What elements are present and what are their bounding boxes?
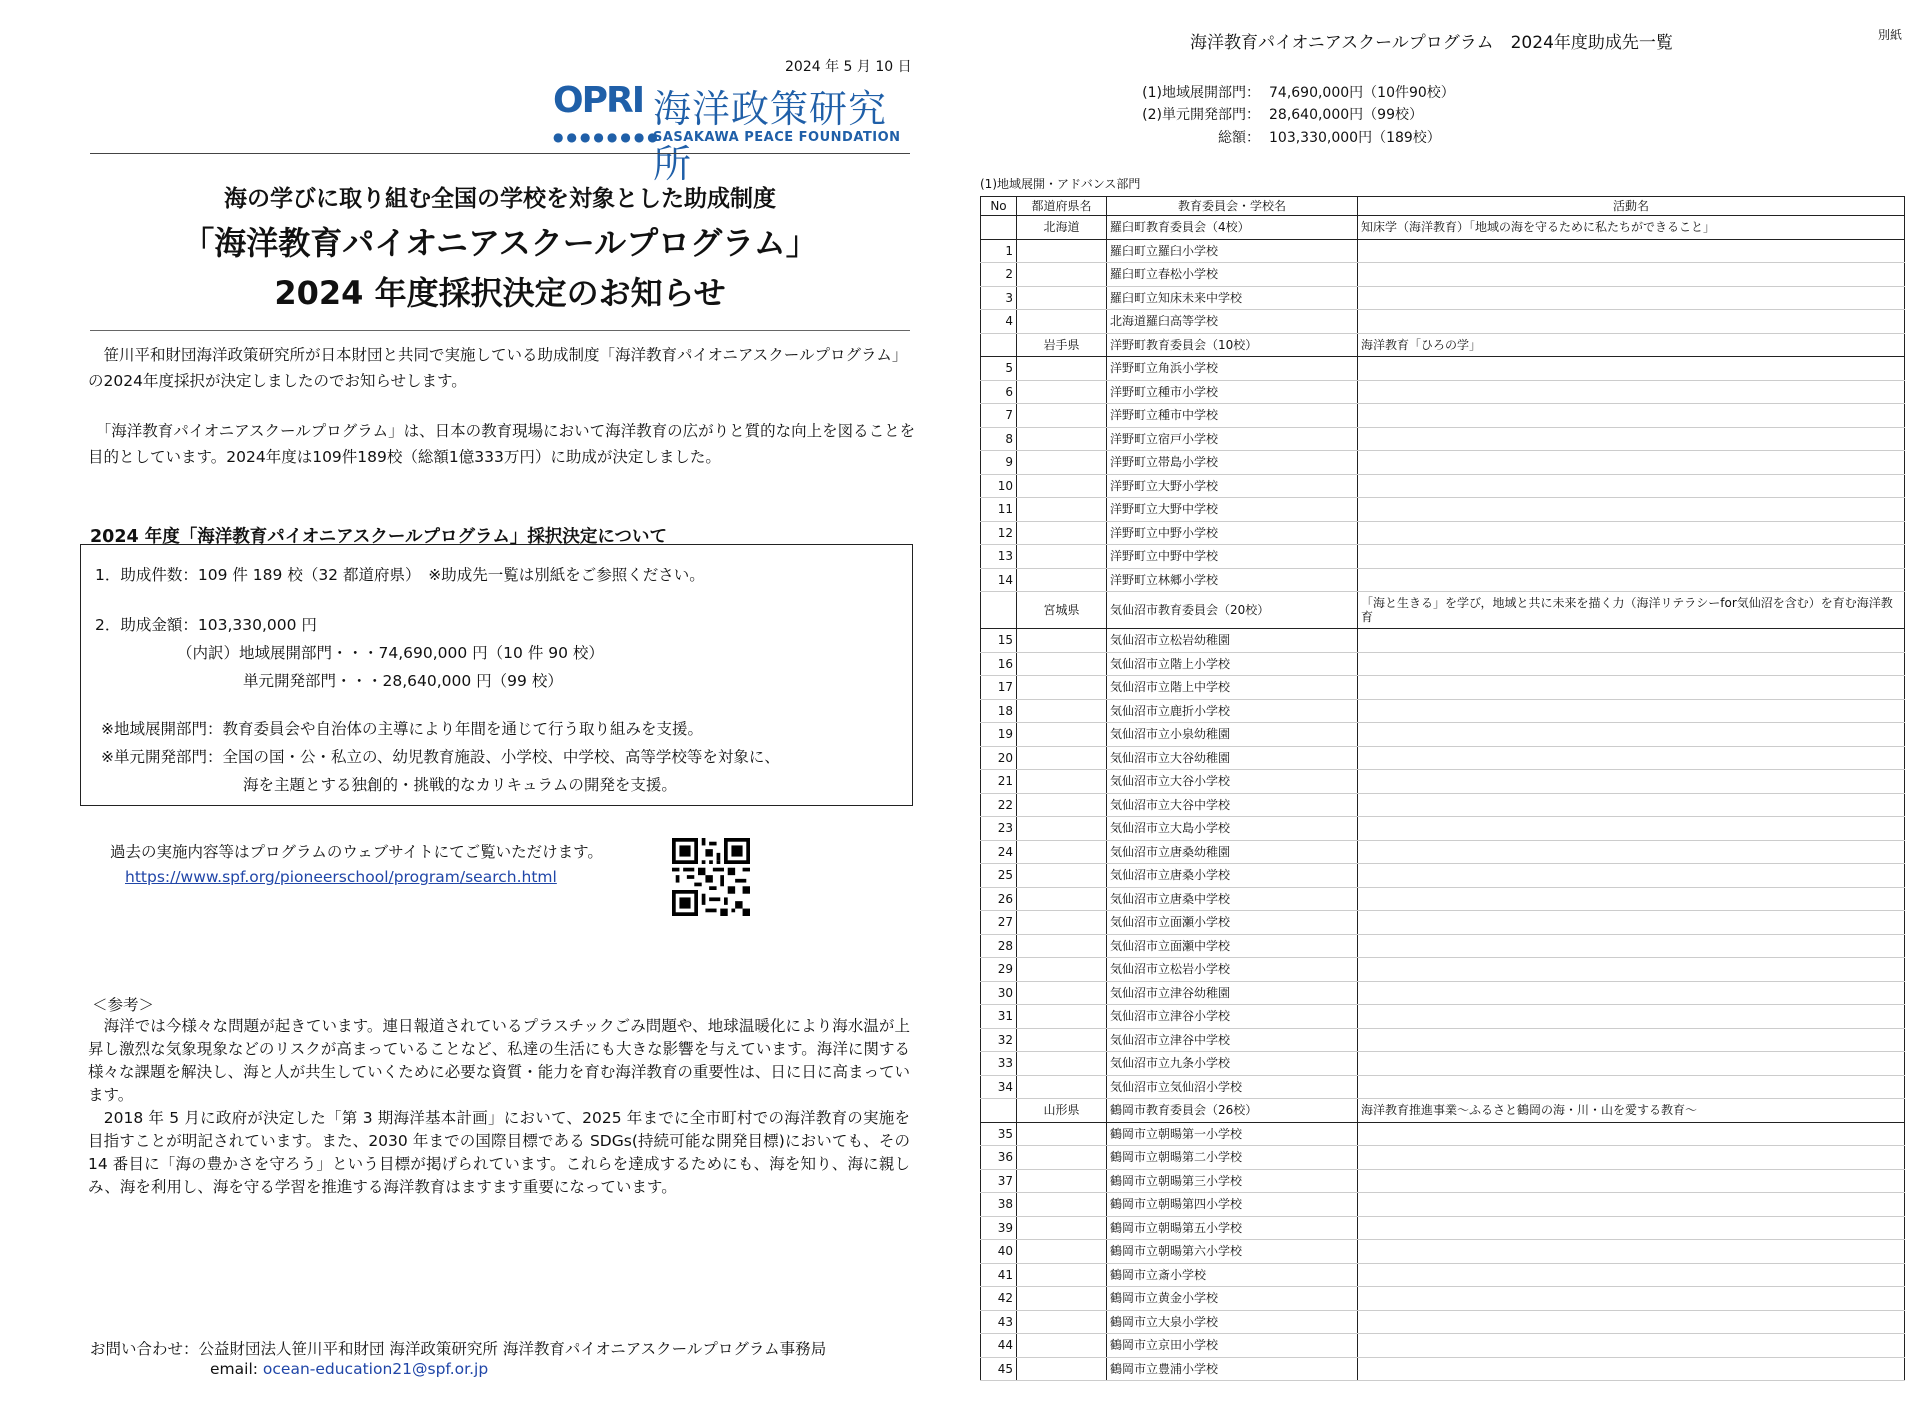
row-prefecture [1017,357,1107,381]
row-no: 5 [981,357,1017,381]
row-prefecture [1017,1310,1107,1334]
row-no: 35 [981,1122,1017,1146]
logo-dots: ●●●●●●●● [553,130,661,144]
row-school: 洋野町立中野小学校 [1107,521,1358,545]
row-activity [1358,1005,1905,1029]
row-prefecture [1017,545,1107,569]
row-school: 気仙沼市立階上小学校 [1107,652,1358,676]
row-prefecture [1017,310,1107,334]
row-prefecture [1017,699,1107,723]
row-school: 鶴岡市立京田小学校 [1107,1334,1358,1358]
row-no: 7 [981,404,1017,428]
row-school: 鶴岡市立朝暘第二小学校 [1107,1146,1358,1170]
row-prefecture [1017,263,1107,287]
row-activity [1358,380,1905,404]
row-no: 18 [981,699,1017,723]
row-prefecture [1017,1075,1107,1099]
row-activity [1358,451,1905,475]
row-prefecture [1017,451,1107,475]
row-school: 気仙沼市立大谷小学校 [1107,770,1358,794]
row-no [981,1099,1017,1123]
row-activity [1358,404,1905,428]
note-regional: ※地域展開部門：教育委員会や自治体の主導により年間を通じて行う取り組みを支援。 [101,720,703,738]
row-no: 36 [981,1146,1017,1170]
table-row [981,958,1905,982]
row-activity [1358,746,1905,770]
row-no: 45 [981,1357,1017,1381]
table-row [981,911,1905,935]
table-row [981,629,1905,653]
row-activity [1358,545,1905,569]
row-prefecture: 北海道 [1017,216,1107,240]
row-school: 気仙沼市立面瀬小学校 [1107,911,1358,935]
row-prefecture [1017,629,1107,653]
row-no: 26 [981,887,1017,911]
row-activity [1358,864,1905,888]
row-activity [1358,1122,1905,1146]
row-prefecture [1017,1287,1107,1311]
row-no: 42 [981,1287,1017,1311]
row-school: 洋野町立角浜小学校 [1107,357,1358,381]
row-no: 11 [981,498,1017,522]
row-prefecture [1017,568,1107,592]
table-row [981,652,1905,676]
purpose-paragraph: 「海洋教育パイオニアスクールプログラム」は、日本の教育現場において海洋教育の広がりと質的な向上を図ることを目的としています。2024年度は109件189校（総額1億333万円）に助成が決定しました。 [88,422,916,466]
row-school: 気仙沼市立唐桑小学校 [1107,864,1358,888]
row-prefecture [1017,652,1107,676]
row-activity [1358,911,1905,935]
table-row [981,239,1905,263]
row-prefecture [1017,770,1107,794]
row-school: 気仙沼市立大谷幼稚園 [1107,746,1358,770]
qr-code-icon[interactable] [672,838,750,916]
row-prefecture [1017,521,1107,545]
table-row [981,1287,1905,1311]
row-school: 洋野町立宿戸小学校 [1107,427,1358,451]
table-row [981,1334,1905,1358]
col-no: No [981,197,1017,216]
row-activity [1358,723,1905,747]
row-school: 気仙沼市立松岩小学校 [1107,958,1358,982]
table-row [981,864,1905,888]
heading-title: 「海洋教育パイオニアスクールプログラム」 [182,224,818,262]
email-label: email: [210,1360,263,1378]
table-row [981,380,1905,404]
col-school: 教育委員会・学校名 [1107,197,1358,216]
opri-logo [553,80,918,186]
table-caption: (1)地域展開・アドバンス部門 [980,177,1141,191]
row-prefecture [1017,498,1107,522]
row-prefecture [1017,1146,1107,1170]
row-activity [1358,676,1905,700]
heading-title-line2: 2024 年度採択決定のお知らせ [274,274,726,312]
row-school: 洋野町立林郷小学校 [1107,568,1358,592]
row-prefecture: 岩手県 [1017,333,1107,357]
row-no: 23 [981,817,1017,841]
col-prefecture: 都道府県名 [1017,197,1107,216]
row-prefecture [1017,911,1107,935]
row-school: 気仙沼市立津谷中学校 [1107,1028,1358,1052]
row-no: 2 [981,263,1017,287]
row-no: 33 [981,1052,1017,1076]
row-no: 34 [981,1075,1017,1099]
table-row [981,887,1905,911]
table-row [981,1357,1905,1381]
table-row [981,521,1905,545]
row-school: 鶴岡市立朝暘第四小学校 [1107,1193,1358,1217]
row-no: 14 [981,568,1017,592]
row-no: 1 [981,239,1017,263]
row-no: 37 [981,1169,1017,1193]
row-activity: 「海と生きる」を学び，地域と共に未来を描く力（海洋リテラシーfor気仙沼を含む）を育む海洋教育 [1358,592,1905,629]
row-no: 43 [981,1310,1017,1334]
row-board: 洋野町教育委員会（10校） [1107,333,1358,357]
row-activity [1358,357,1905,381]
table-row [981,723,1905,747]
row-no: 32 [981,1028,1017,1052]
row-prefecture [1017,864,1107,888]
contact-line: お問い合わせ：公益財団法人笹川平和財団 海洋政策研究所 海洋教育パイオニアスクールプログラム事務局 [90,1340,827,1358]
row-prefecture [1017,1357,1107,1381]
table-row [981,981,1905,1005]
row-prefecture [1017,1334,1107,1358]
row-school: 洋野町立大野小学校 [1107,474,1358,498]
row-prefecture [1017,1263,1107,1287]
row-activity [1358,568,1905,592]
row-activity [1358,263,1905,287]
row-no: 19 [981,723,1017,747]
contact-email-line [210,1360,488,1378]
row-school: 北海道羅臼高等学校 [1107,310,1358,334]
row-school: 気仙沼市立面瀬中学校 [1107,934,1358,958]
row-no: 22 [981,793,1017,817]
logo-subtitle: SASAKAWA PEACE FOUNDATION [653,130,901,145]
row-school: 鶴岡市立豊浦小学校 [1107,1357,1358,1381]
summary-value-1: 74,690,000円（10件90校） [1269,85,1455,101]
heading-subtitle: 海の学びに取り組む全国の学校を対象とした助成制度 [224,186,776,212]
row-activity [1358,474,1905,498]
summary-box [80,544,913,806]
table-row [981,1122,1905,1146]
document-page-2 [960,0,1920,1406]
row-no: 39 [981,1216,1017,1240]
row-no: 10 [981,474,1017,498]
row-activity: 海洋教育推進事業～ふるさと鶴岡の海・川・山を愛する教育～ [1358,1099,1905,1123]
row-prefecture [1017,404,1107,428]
grant-count: 1．助成件数：109 件 189 校（32 都道府県） ※助成先一覧は別紙をご参照ください。 [95,566,705,584]
row-no: 13 [981,545,1017,569]
row-activity [1358,310,1905,334]
row-school: 洋野町立種市小学校 [1107,380,1358,404]
row-activity [1358,286,1905,310]
row-school: 羅臼町立羅臼小学校 [1107,239,1358,263]
row-activity [1358,1169,1905,1193]
row-prefecture [1017,1028,1107,1052]
annex-label: 別紙 [1878,28,1903,42]
row-school: 鶴岡市立朝暘第六小学校 [1107,1240,1358,1264]
row-prefecture [1017,958,1107,982]
row-activity [1358,629,1905,653]
row-board: 気仙沼市教育委員会（20校） [1107,592,1358,629]
row-no: 3 [981,286,1017,310]
row-prefecture [1017,981,1107,1005]
row-prefecture [1017,1216,1107,1240]
row-no: 9 [981,451,1017,475]
summary-value-2: 28,640,000円（99校） [1269,107,1423,123]
breakdown-regional: （内訳）地域展開部門・・・74,690,000 円（10 件 90 校） [177,644,604,662]
row-no: 38 [981,1193,1017,1217]
row-prefecture [1017,427,1107,451]
row-activity: 知床学（海洋教育）「地域の海を守るために私たちができること」 [1358,216,1905,240]
row-school: 羅臼町立春松小学校 [1107,263,1358,287]
row-activity [1358,1193,1905,1217]
row-school: 鶴岡市立朝暘第三小学校 [1107,1169,1358,1193]
table-group-row [981,592,1905,629]
row-school: 気仙沼市立松岩幼稚園 [1107,629,1358,653]
table-row [981,1263,1905,1287]
table-row [981,357,1905,381]
row-activity [1358,934,1905,958]
row-no: 15 [981,629,1017,653]
row-activity [1358,817,1905,841]
row-no: 41 [981,1263,1017,1287]
table-row [981,498,1905,522]
row-school: 気仙沼市立鹿折小学校 [1107,699,1358,723]
summary-label-2: (2)単元開発部門： [1142,107,1260,123]
row-board: 鶴岡市教育委員会（26校） [1107,1099,1358,1123]
row-prefecture [1017,723,1107,747]
row-activity [1358,427,1905,451]
note-unit: ※単元開発部門：全国の国・公・私立の、幼児教育施設、小学校、中学校、高等学校等を対象に、 [101,748,780,766]
row-prefecture: 山形県 [1017,1099,1107,1123]
row-prefecture: 宮城県 [1017,592,1107,629]
row-school: 洋野町立大野中学校 [1107,498,1358,522]
row-prefecture [1017,887,1107,911]
table-row [981,310,1905,334]
row-school: 気仙沼市立唐桑幼稚園 [1107,840,1358,864]
table-row [981,1240,1905,1264]
row-no: 40 [981,1240,1017,1264]
row-prefecture [1017,1240,1107,1264]
table-row [981,1193,1905,1217]
row-no: 24 [981,840,1017,864]
table-row [981,793,1905,817]
col-activity: 活動名 [1358,197,1905,216]
table-group-row [981,333,1905,357]
table-row [981,286,1905,310]
row-no: 29 [981,958,1017,982]
section-title: 2024 年度「海洋教育パイオニアスクールプログラム」採択決定について [90,527,667,547]
row-prefecture [1017,1052,1107,1076]
row-activity [1358,1287,1905,1311]
row-no [981,333,1017,357]
row-school: 気仙沼市立大谷中学校 [1107,793,1358,817]
row-school: 気仙沼市立津谷幼稚園 [1107,981,1358,1005]
reference-heading: ＜参考＞ [92,996,155,1014]
row-activity [1358,840,1905,864]
table-row [981,263,1905,287]
table-row [981,934,1905,958]
website-note: 過去の実施内容等はプログラムのウェブサイトにてご覧いただけます。 [110,843,603,861]
row-school: 気仙沼市立津谷小学校 [1107,1005,1358,1029]
table-group-row [981,1099,1905,1123]
issue-date: 2024 年 5 月 10 日 [785,59,912,75]
row-no: 25 [981,864,1017,888]
row-school: 鶴岡市立大泉小学校 [1107,1310,1358,1334]
row-prefecture [1017,1005,1107,1029]
row-activity [1358,1146,1905,1170]
row-no: 20 [981,746,1017,770]
row-board: 羅臼町教育委員会（4校） [1107,216,1358,240]
table-row [981,404,1905,428]
row-no [981,592,1017,629]
table-row [981,840,1905,864]
row-no: 17 [981,676,1017,700]
row-activity [1358,958,1905,982]
header-divider [90,153,910,154]
row-activity [1358,1052,1905,1076]
row-school: 鶴岡市立黄金小学校 [1107,1287,1358,1311]
row-prefecture [1017,1122,1107,1146]
row-prefecture [1017,793,1107,817]
row-no: 44 [981,1334,1017,1358]
table-row [981,568,1905,592]
row-no: 8 [981,427,1017,451]
row-activity [1358,1334,1905,1358]
row-prefecture [1017,676,1107,700]
row-prefecture [1017,474,1107,498]
table-row [981,746,1905,770]
breakdown-unit: 単元開発部門・・・28,640,000 円（99 校） [243,672,563,690]
row-school: 鶴岡市立朝暘第一小学校 [1107,1122,1358,1146]
logo-name: 海洋政策研究所 [653,87,888,186]
row-no: 31 [981,1005,1017,1029]
table-row [981,545,1905,569]
row-school: 羅臼町立知床未来中学校 [1107,286,1358,310]
row-activity [1358,1310,1905,1334]
row-no: 28 [981,934,1017,958]
row-school: 気仙沼市立気仙沼小学校 [1107,1075,1358,1099]
row-activity [1358,793,1905,817]
row-prefecture [1017,1169,1107,1193]
table-row [981,1310,1905,1334]
row-no: 4 [981,310,1017,334]
row-prefecture [1017,239,1107,263]
row-school: 洋野町立種市中学校 [1107,404,1358,428]
row-activity [1358,699,1905,723]
summary-value-3: 103,330,000円（189校） [1269,130,1441,146]
row-no [981,216,1017,240]
table-row [981,1028,1905,1052]
table-row [981,427,1905,451]
row-prefecture [1017,934,1107,958]
table-row [981,451,1905,475]
logo-mark: OPRI [553,80,644,121]
row-school: 気仙沼市立唐桑中学校 [1107,887,1358,911]
row-prefecture [1017,380,1107,404]
note-unit-cont: 海を主題とする独創的・挑戦的なカリキュラムの開発を支援。 [243,776,677,794]
row-activity [1358,239,1905,263]
row-prefecture [1017,746,1107,770]
grant-amount: 2．助成金額：103,330,000 円 [95,616,317,634]
table-header-row [981,197,1905,216]
row-school: 気仙沼市立小泉幼稚園 [1107,723,1358,747]
table-row [981,817,1905,841]
table-row [981,770,1905,794]
row-school: 鶴岡市立朝暘第五小学校 [1107,1216,1358,1240]
row-activity [1358,1075,1905,1099]
row-school: 洋野町立帯島小学校 [1107,451,1358,475]
row-activity [1358,652,1905,676]
row-prefecture [1017,840,1107,864]
row-activity [1358,498,1905,522]
summary-label-1: (1)地域展開部門： [1142,85,1260,101]
reference-body: 海洋では今様々な問題が起きています。連日報道されているプラスチックごみ問題や、地球温暖化により海水温が上昇し激烈な気象現象などのリスクが高まっていることなど、私達の生活にも大きな影響を与えています。海洋に関する様々な課題を解決し、海と人が共生していくために必要な資質・能力を育む海洋教育の重要性は、日に日に高まっています。 2018 年 5 月に政府が決定した「第 3 期海洋基本計画」において、2025 年までに全市町村での海洋教育の実施を目指すことが明記されています。また、2030 年までの国際目標である SDGs(持続可能な開発目標)においても、その 14 番目に「海の豊かさを守ろう」という目標が掲げられています。これらを達成するためにも、海を知り、海に親しみ、海を利用し、海を守る学習を推進する海洋教育はますます重要になっています。 [88,1017,910,1196]
row-activity [1358,887,1905,911]
row-activity: 海洋教育「ひろの学」 [1358,333,1905,357]
table-row [981,1005,1905,1029]
row-prefecture [1017,286,1107,310]
row-school: 洋野町立中野中学校 [1107,545,1358,569]
row-activity [1358,770,1905,794]
row-activity [1358,1028,1905,1052]
row-activity [1358,521,1905,545]
row-no: 21 [981,770,1017,794]
annex-title: 海洋教育パイオニアスクールプログラム 2024年度助成先一覧 [1190,33,1673,53]
contact-email-link[interactable]: ocean-education21@spf.or.jp [262,1360,489,1378]
table-row [981,1052,1905,1076]
row-school: 気仙沼市立大島小学校 [1107,817,1358,841]
table-row [981,699,1905,723]
row-school: 気仙沼市立九条小学校 [1107,1052,1358,1076]
intro-paragraph: 笹川平和財団海洋政策研究所が日本財団と共同で実施している助成制度「海洋教育パイオニアスクールプログラム」の2024年度採択が決定しましたのでお知らせします。 [88,346,908,390]
row-school: 鶴岡市立斎小学校 [1107,1263,1358,1287]
row-no: 12 [981,521,1017,545]
row-no: 27 [981,911,1017,935]
row-no: 16 [981,652,1017,676]
table-row [981,1216,1905,1240]
row-activity [1358,1216,1905,1240]
row-school: 気仙沼市立階上中学校 [1107,676,1358,700]
row-no: 30 [981,981,1017,1005]
table-row [981,1146,1905,1170]
row-activity [1358,981,1905,1005]
table-row [981,676,1905,700]
row-prefecture [1017,1193,1107,1217]
summary-label-3: 総額： [1218,130,1260,146]
row-activity [1358,1240,1905,1264]
table-group-row [981,216,1905,240]
row-activity [1358,1357,1905,1381]
table-row [981,1075,1905,1099]
row-no: 6 [981,380,1017,404]
grant-recipients-table [980,196,1905,1381]
title-divider [90,330,910,331]
table-row [981,474,1905,498]
row-prefecture [1017,817,1107,841]
program-website-link[interactable]: https://www.spf.org/pioneerschool/program/search.html [125,868,557,886]
row-activity [1358,1263,1905,1287]
table-row [981,1169,1905,1193]
